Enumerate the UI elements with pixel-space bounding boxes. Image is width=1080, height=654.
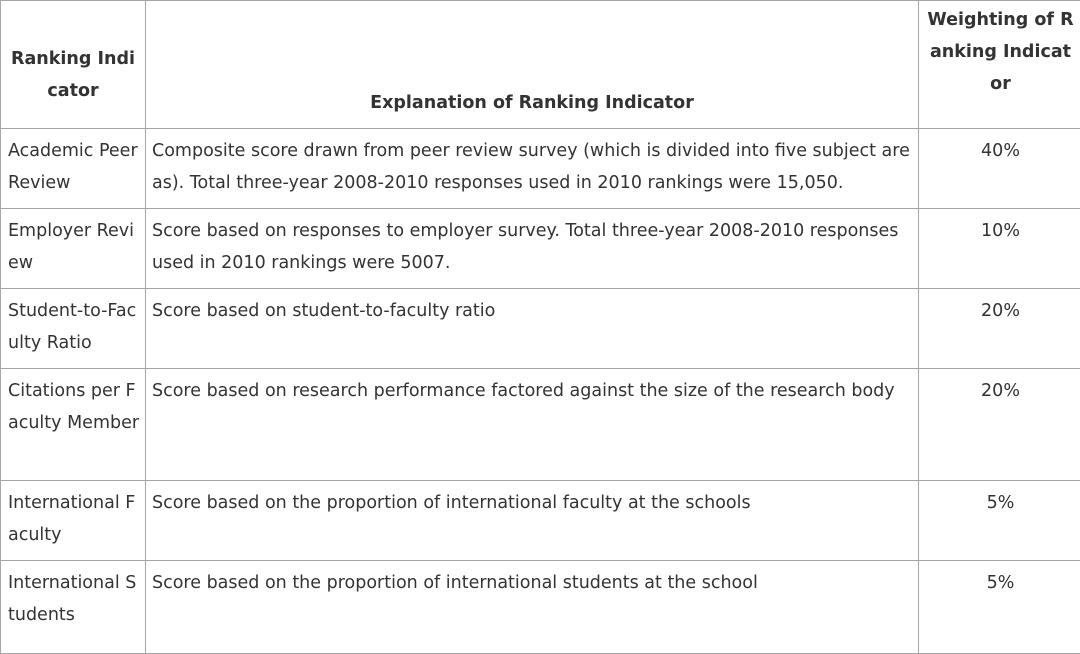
header-row [1,1,1080,129]
indicator-cell: Employer Review [1,209,146,289]
table-row [1,209,1080,289]
weighting-cell: 40% [919,129,1080,209]
table-row [1,561,1080,654]
weighting-cell: 10% [919,209,1080,289]
table-row [1,369,1080,481]
explanation-cell: Score based on research performance factored against the size of the research body [146,369,919,481]
indicator-cell: Citations per Faculty Member [1,369,146,481]
weighting-cell: 5% [919,561,1080,654]
indicator-cell: Academic Peer Review [1,129,146,209]
explanation-cell: Score based on student-to-faculty ratio [146,289,919,369]
explanation-cell: Composite score drawn from peer review survey (which is divided into five subject areas). Total three-year 2008-2010 responses used in 2010 rankings were 15,050. [146,129,919,209]
table-row [1,289,1080,369]
header-explanation: Explanation of Ranking Indicator [146,1,919,129]
indicator-cell: International Faculty [1,481,146,561]
weighting-cell: 5% [919,481,1080,561]
indicator-cell: Student-to-Faculty Ratio [1,289,146,369]
weighting-cell: 20% [919,289,1080,369]
header-weighting: Weighting of Ranking Indicator [919,1,1080,129]
explanation-cell: Score based on responses to employer survey. Total three-year 2008-2010 responses used in 2010 rankings were 5007. [146,209,919,289]
header-ranking-indicator: Ranking Indicator [1,1,146,129]
table-row [1,129,1080,209]
explanation-cell: Score based on the proportion of international students at the school [146,561,919,654]
indicator-cell: International Students [1,561,146,654]
weighting-cell: 20% [919,369,1080,481]
explanation-cell: Score based on the proportion of international faculty at the schools [146,481,919,561]
table-row [1,481,1080,561]
